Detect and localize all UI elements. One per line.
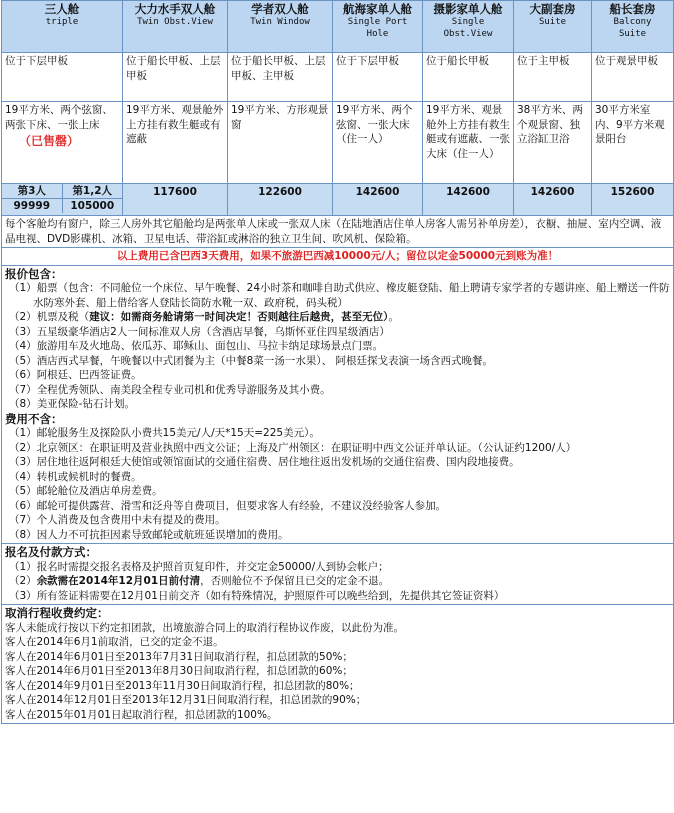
payment-section xyxy=(2,544,674,605)
facility-note-row xyxy=(2,216,674,248)
triple-price-grid xyxy=(2,184,122,213)
payment-title: 报名及付款方式： xyxy=(5,545,97,559)
cabin-description: 38平方米、两个观景窗、独立浴缸卫浴 xyxy=(514,102,592,184)
triple-label-12: 第1,2人 xyxy=(62,184,122,199)
excludes-item: （8）因人力不可抗拒因素导致邮轮或航班延误增加的费用。 xyxy=(9,528,289,541)
triple-price-12: 105000 xyxy=(62,199,122,214)
cabin-header: 大力水手双人舱 Twin Obst.View xyxy=(123,1,228,53)
cabin-description: 19平方米、观景舱外上方挂有救生艇或有遮蔽、一张大床（住一人） xyxy=(423,102,514,184)
cabin-header: 大副套房 Suite xyxy=(514,1,592,53)
includes-item: （3）五星级豪华酒店2人一间标准双人房（含酒店早餐，乌斯怀亚住四星级酒店） xyxy=(9,325,390,338)
excludes-title: 费用不含： xyxy=(5,411,63,426)
cruise-price-table xyxy=(1,0,674,724)
cabin-header-row xyxy=(2,1,674,53)
cancel-section xyxy=(2,605,674,724)
cabin-price: 142600 xyxy=(423,184,514,216)
cabin-description: 19平方米、两个弦窗、一张大床（住一人） xyxy=(333,102,423,184)
cancel-title: 取消行程收费约定： xyxy=(5,606,109,620)
cancel-line: 客人在2014年6月1前取消，已交的定金不退。 xyxy=(5,636,224,648)
cabin-location-row xyxy=(2,53,674,102)
cancel-line: 客人在2014年12月01日至2013年12月31日间取消行程，扣总团款的90%； xyxy=(5,694,367,706)
cabin-description: 19平方米、方形观景窗 xyxy=(228,102,333,184)
triple-price-3: 99999 xyxy=(2,199,62,214)
excludes-item: （5）邮轮舱位及酒店单房差费。 xyxy=(9,485,163,497)
includes-item: （4）旅游用车及火地岛、依瓜苏、耶稣山、面包山、马拉卡纳足球场景点门票。 xyxy=(9,340,384,352)
facility-note: 每个客舱均有窗户，除三人房外其它船舱均是两张单人床或一张双人床（在陆地酒店住单人房客人需另补单房差），衣橱、抽屉、室内空调、液晶电视、DVD影碟机、冰箱、卫星电话、带浴缸或淋浴的独立卫生间、吹风机、保险箱。 xyxy=(2,216,674,248)
cabin-location: 位于观景甲板 xyxy=(592,53,674,102)
excludes-item: （3）居住地往返阿根廷大使馆或领馆面试的交通住宿费、居住地往返出发机场的交通住宿费、国内段地接费。 xyxy=(9,456,520,468)
cabin-description: 19平方米、观景舱外上方挂有救生艇或有遮蔽 xyxy=(123,102,228,184)
cabin-description: 19平方米、两个弦窗、两张下床、一张上床 （已售罄） xyxy=(2,102,123,184)
cabin-price: 117600 xyxy=(123,184,228,216)
cabin-description-row xyxy=(2,102,674,184)
cancel-line: 客人在2014年6月01日至2013年7月31日间取消行程，扣总团款的50%； xyxy=(5,650,353,663)
price-note: 以上费用已含巴西3天费用，如果不旅游巴西减10000元/人；留位以定金50000元到账为准！ xyxy=(2,248,674,266)
excludes-item: （1）邮轮服务生及探险队小费共15美元/人/天*15天=225美元）。 xyxy=(9,427,320,439)
sold-out-label: （已售罄） xyxy=(19,134,80,148)
includes-item: （5）酒店西式早餐，午晚餐以中式团餐为主（中餐8菜一汤一水果）、 阿根廷探戈表演一场含西式晚餐。 xyxy=(9,354,493,367)
excludes-item: （6）邮轮可提供露营、滑雪和泛舟等自费项目，但要求客人有经验，不建议没经验客人参加。 xyxy=(9,499,447,512)
payment-item: （1）报名时需提交报名表格及护照首页复印件，并交定金50000/人到协会帐户； xyxy=(9,560,389,573)
cabin-location: 位于船长甲板 xyxy=(423,53,514,102)
includes-item: （8）美亚保险-钻石计划。 xyxy=(9,398,135,410)
price-note-row xyxy=(2,248,674,266)
includes-title: 报价包含： xyxy=(5,266,63,281)
cabin-price: 142600 xyxy=(333,184,423,216)
cancel-line: 客人在2014年6月01日至2013年8月30日间取消行程，扣总团款的60%； xyxy=(5,665,353,677)
cabin-price: 142600 xyxy=(514,184,592,216)
cabin-price: 122600 xyxy=(228,184,333,216)
triple-label-3: 第3人 xyxy=(2,184,62,199)
cancel-line: 客人在2014年9月01日至2013年11月30日间取消行程，扣总团款的80%； xyxy=(5,679,360,692)
triple-price-cell xyxy=(2,184,123,216)
excludes-item: （2）北京领区：在职证明及营业执照中西文公证；上海及广州领区：在职证明中西文公证并单认证。（公认证约1200/人） xyxy=(9,441,577,454)
cabin-price: 152600 xyxy=(592,184,674,216)
cancel-line: 客人未能成行按以下约定扣团款，出境旅游合同上的取消行程协议作废，以此份为准。 xyxy=(5,621,404,634)
cancel-line: 客人在2015年01月01日起取消行程，扣总团款的100%。 xyxy=(5,708,278,721)
cabin-header: 船长套房 Balcony Suite xyxy=(592,1,674,53)
cabin-description: 30平方米室内、9平方米观景阳台 xyxy=(592,102,674,184)
payment-item: （2）余款需在2014年12月01日前付清，否则舱位不予保留且已交的定金不退。 xyxy=(9,575,390,587)
price-row xyxy=(2,184,674,216)
cancel-row xyxy=(2,605,674,724)
cabin-location: 位于船长甲板、上层甲板 xyxy=(123,53,228,102)
cabin-header: 学者双人舱 Twin Window xyxy=(228,1,333,53)
includes-item: （2）机票及税（建议：如需商务舱请第一时间决定！否则越往后越贵，甚至无位）。 xyxy=(9,311,399,323)
excludes-item: （7）个人消费及包含费用中未有提及的费用。 xyxy=(9,514,226,526)
cabin-location: 位于主甲板 xyxy=(514,53,592,102)
excludes-item: （4）转机或候机时的餐费。 xyxy=(9,470,142,483)
cabin-header: 三人舱 triple xyxy=(2,1,123,53)
cabin-header: 摄影家单人舱 Single Obst.View xyxy=(423,1,514,53)
cabin-location: 位于下层甲板 xyxy=(2,53,123,102)
cabin-location: 位于下层甲板 xyxy=(333,53,423,102)
payment-row xyxy=(2,544,674,605)
includes-item: （6）阿根廷、巴西签证费。 xyxy=(9,369,142,381)
payment-item: （3）所有签证料需要在12月01日前交齐（如有特殊情况，护照原件可以晚些给到，先提供其它签证资料） xyxy=(9,589,505,602)
includes-section xyxy=(2,265,674,544)
includes-item: （7）全程优秀领队、南美段全程专业司机和优秀导游服务及其小费。 xyxy=(9,383,331,396)
cabin-location: 位于船长甲板、上层甲板、主甲板 xyxy=(228,53,333,102)
cabin-header: 航海家单人舱 Single Port Hole xyxy=(333,1,423,53)
includes-item: （1）船票（包含：不同舱位一个床位、早午晚餐、24小时茶和咖啡自助式供应、橡皮艇登陆、船上聘请专家学者的专题讲座、船上赠送一件防水防寒外套、船上借给客人登陆长筒防水靴一双、政府税，码头税） xyxy=(9,282,670,309)
includes-row xyxy=(2,265,674,544)
